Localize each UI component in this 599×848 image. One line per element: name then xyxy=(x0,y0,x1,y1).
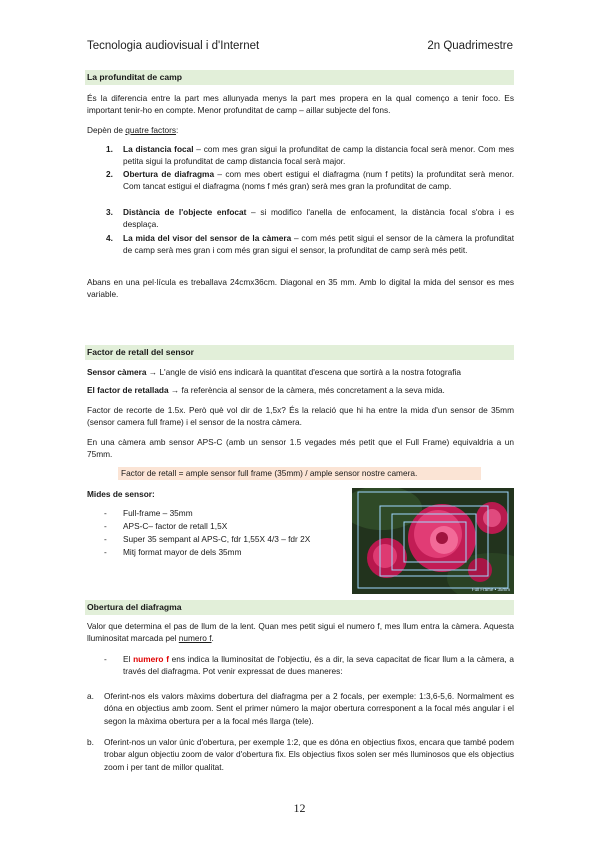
s3-dash-item: El numero f ens indica la lluminositat de l'objectiu, és a dir, la seva capacitat de ficar llum a la càmera, a través del diafragma. Pot venir expressat de dues maneres: xyxy=(123,654,515,677)
sensor-size-item: Full-frame – 35mm xyxy=(123,508,193,518)
roses-crop-factor-photo xyxy=(352,488,514,594)
s3-item-a: Oferint-nos els valors màxims dobertura del diafragma per a 2 focals, per exemple: 1:3,6-5,6. Normalment es dóna en objectius amb zoom. Sent el primer número la major obertura corresponent a la focal més angular i el segon la màxima obertura per a la focal més llarga (tele). xyxy=(104,691,514,726)
s2-p2: El factor de retallada → fa referència al sensor de la càmera, més concretament a la seva mida. xyxy=(87,385,445,395)
list-letter: b. xyxy=(87,737,94,747)
numero-f-highlight: numero f xyxy=(133,654,169,664)
quatre-factors-link[interactable]: quatre factors xyxy=(125,125,177,135)
section-title-crop-factor: Factor de retall del sensor xyxy=(85,345,514,360)
header-right: 2n Quadrimestre xyxy=(427,40,513,52)
sensor-size-item: Super 35 sempant al APS-C, fdr 1,55X 4/3 – fdr 2X xyxy=(123,534,311,544)
numero-f-link[interactable]: numero f xyxy=(178,633,212,644)
s3-item-b: Oferint-nos un valor únic d'obertura, per exemple 1:2, que es dóna en objectius fixos, encara que també podem trobar algun objectiu zoom de valor d'obertura fix. Els objectius fixos solen ser més lluminosos que els objectius zoom i per tant de millor qualitat. xyxy=(104,737,514,772)
header-left: Tecnologia audiovisual i d'Internet xyxy=(87,40,260,52)
list-item: La mida del visor del sensor de la càmera – com més petit sigui el sensor de la càmera la profunditat de camp serà mes gran i com més gran sigui el sensor, la profunditat de camp serà més petit. xyxy=(123,233,514,256)
list-letter: a. xyxy=(87,691,94,701)
s3-p1: Valor que determina el pas de llum de la lent. Quan mes petit sigui el numero f, mes llum entra la càmera. Aquesta lluminositat marcada pel numero f. xyxy=(87,621,514,644)
s1-depen: Depèn de quatre factors: xyxy=(87,125,179,135)
dash-bullet: - xyxy=(104,534,107,544)
photo-caption: Full Frame • 35mm xyxy=(471,587,510,592)
roses-illustration xyxy=(352,488,514,594)
s2-p4: En una càmera amb sensor APS-C (amb un sensor 1.5 vegades més petit que el Full Frame) equivaldria a un 75mm. xyxy=(87,437,514,460)
sensor-size-item: APS-C– factor de retall 1,5X xyxy=(123,521,228,531)
dash-bullet: - xyxy=(104,547,107,557)
dash-bullet: - xyxy=(104,508,107,518)
s1-outro: Abans en una pel·lícula es treballava 24cmx36cm. Diagonal en 35 mm. Amb lo digital la mida del sensor es mes variable. xyxy=(87,277,514,300)
s1-intro: És la diferencia entre la part mes allunyada menys la part mes propera en la qual començo a tenir foco. Es important tenir-ho en compte. Menor profunditat de camp – aillar subjecte del fons. xyxy=(87,93,514,116)
list-number: 3. xyxy=(106,207,113,217)
sensor-sizes-title: Mides de sensor: xyxy=(87,489,155,499)
list-number: 4. xyxy=(106,233,113,243)
page-number: 12 xyxy=(293,801,306,815)
dash-bullet: - xyxy=(104,521,107,531)
s2-p3: Factor de recorte de 1.5x. Però què vol dir de 1,5x? És la relació que hi ha entre la mida d'un sensor de 35mm (sensor camera full frame) i el sensor de la nostra càmera. xyxy=(87,405,514,428)
section-title-depth-of-field: La profunditat de camp xyxy=(85,70,514,85)
list-item: Distància de l'objecte enfocat – si modifico l'anella de enfocament, la distància focal s'obra i es desplaça. xyxy=(123,207,514,230)
sensor-size-item: Mitj format mayor de dels 35mm xyxy=(123,547,242,557)
list-number: 2. xyxy=(106,169,113,179)
section-title-aperture: Obertura del diafragma xyxy=(85,600,514,615)
crop-factor-formula: Factor de retall = ample sensor full frame (35mm) / ample sensor nostre camera. xyxy=(118,467,481,480)
list-item: La distancia focal – com mes gran sigui la profunditat de camp la distancia focal serà menor. Com mes petita sigui la profunditat de camp distancia focal serà major. xyxy=(123,144,515,167)
dash-bullet: - xyxy=(104,654,107,664)
s2-p1: Sensor càmera → L'angle de visió ens indicarà la quantitat d'escena que sortirà a la nostra fotografia xyxy=(87,367,461,377)
list-number: 1. xyxy=(106,144,113,154)
list-item: Obertura de diafragma – com mes obert estigui el diafragma (num f petits) la profunditat serà menor. Com tancat estigui el diafragma (noms f més gran) serà mes gran la profunditat de camp. xyxy=(123,169,514,192)
